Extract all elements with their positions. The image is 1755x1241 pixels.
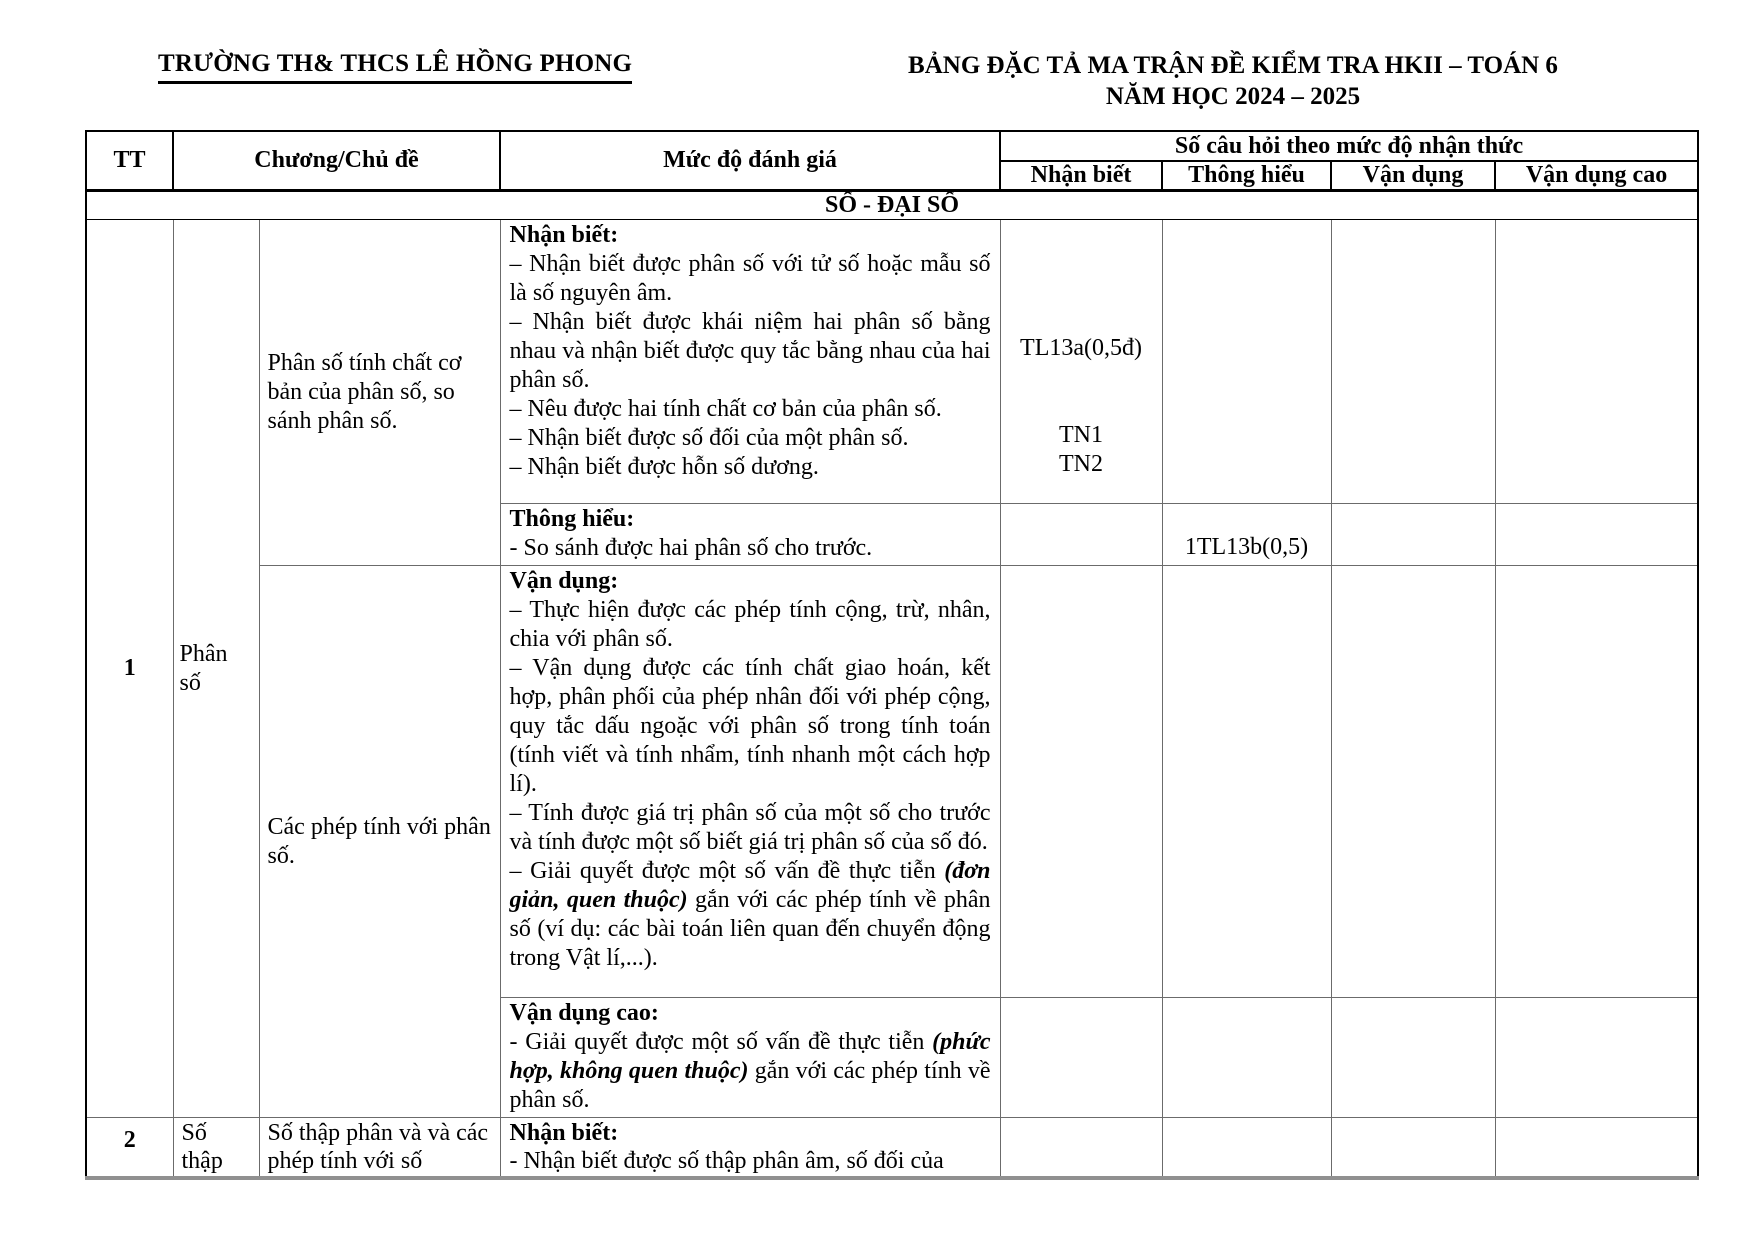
document-title: BẢNG ĐẶC TẢ MA TRẬN ĐỀ KIỂM TRA HKII – TOÁN 6 [908, 52, 1558, 79]
cell-level-nhan-biet [500, 220, 1000, 504]
question-cell-empty [1000, 998, 1162, 1118]
question-cell-empty [1162, 1118, 1331, 1179]
spec-item: - Giải quyết được một số vấn đề thực tiễn (phức hợp, không quen thuộc) gắn với các phép tính về phân số. [509, 1029, 991, 1113]
cell-level-van-dung [500, 566, 1000, 998]
section-title: SỐ - ĐẠI SỐ [86, 191, 1698, 220]
question-cell-empty [1162, 220, 1331, 504]
level-heading: Nhận biết: [509, 222, 619, 248]
spec-item: – Vận dụng được các tính chất giao hoán, kết hợp, phân phối của phép nhân đối với phép cộng, quy tắc dấu ngoặc với phân số trong tính toán (tính viết và tính nhẩm, tính nhanh một cách hợp lí). [509, 655, 991, 797]
question-cell-empty [1331, 220, 1495, 504]
question-code: TN2 [1059, 451, 1104, 477]
question-cell-thong-hieu [1162, 504, 1331, 566]
question-cell-empty [1331, 1118, 1495, 1179]
cell-tt-1: 1 [86, 220, 173, 1118]
question-cell-empty [1331, 504, 1495, 566]
col-header-thong-hieu: Thông hiểu [1162, 161, 1331, 191]
spacer [1003, 363, 1160, 421]
question-cell-empty [1331, 566, 1495, 998]
spec-item: – Nêu được hai tính chất cơ bản của phân số. [509, 396, 942, 422]
matrix-table-wrapper [85, 130, 1699, 1180]
question-cell-empty [1000, 566, 1162, 998]
cell-topic-phep-tinh: Các phép tính với phân số. [259, 566, 500, 1118]
spec-item: – Nhận biết được hỗn số dương. [509, 454, 819, 480]
col-header-questions: Số câu hỏi theo mức độ nhận thức [1000, 131, 1698, 161]
cell-tt-2: 2 [86, 1118, 173, 1179]
cell-chapter-so-thap: Số thập [173, 1118, 259, 1179]
spec-item: – Giải quyết được một số vấn đề thực tiễn (đơn giản, quen thuộc) gắn với các phép tính về phân số (ví dụ: các bài toán liên quan đến chuyển động trong Vật lí,...). [509, 858, 991, 971]
question-cell-empty [1495, 1118, 1698, 1179]
question-code: TN1 [1059, 422, 1104, 448]
question-cell-empty [1495, 504, 1698, 566]
level-heading: Nhận biết: [509, 1120, 619, 1146]
spec-item: – Thực hiện được các phép tính cộng, trừ, nhân, chia với phân số. [509, 597, 991, 652]
col-header-tt: TT [86, 131, 173, 191]
level-heading: Vận dụng cao: [509, 1000, 659, 1026]
cell-topic-tinh-chat: Phân số tính chất cơ bản của phân số, so sánh phân số. [259, 220, 500, 566]
spec-item: - Nhận biết được số thập phân âm, số đối của [509, 1148, 944, 1174]
spec-item: – Nhận biết được phân số với tử số hoặc mẫu số là số nguyên âm. [509, 251, 991, 306]
question-cell-empty [1495, 220, 1698, 504]
level-heading: Thông hiểu: [509, 506, 635, 532]
school-year: NĂM HỌC 2024 – 2025 [1105, 83, 1361, 110]
level-heading: Vận dụng: [509, 568, 619, 594]
question-cell-empty [1331, 998, 1495, 1118]
question-code: TL13a(0,5đ) [1020, 335, 1142, 361]
question-cell-empty [1162, 566, 1331, 998]
question-cell-empty [1495, 998, 1698, 1118]
spacer [1165, 504, 1329, 533]
col-header-level: Mức độ đánh giá [500, 131, 1000, 191]
spec-item: – Nhận biết được số đối của một phân số. [509, 425, 909, 451]
document-title-block [893, 50, 1573, 112]
cell-level-van-dung-cao [500, 998, 1000, 1118]
spec-item: – Tính được giá trị phân số của một số cho trước và tính được một số biết giá trị phân số của số đó. [509, 800, 991, 855]
cell-topic-so-thap-phan: Số thập phân và và các phép tính với số [259, 1118, 500, 1179]
spacer [1003, 220, 1160, 334]
col-header-chapter: Chương/Chủ đề [173, 131, 500, 191]
question-cell-nhan-biet [1000, 220, 1162, 504]
cell-chapter-phan-so: Phân số [173, 220, 259, 1118]
cell-level-thong-hieu [500, 504, 1000, 566]
col-header-van-dung-cao: Vận dụng cao [1495, 161, 1698, 191]
question-cell-empty [1000, 1118, 1162, 1179]
school-name: TRƯỜNG TH& THCS LÊ HỒNG PHONG [158, 50, 632, 84]
cell-level-nhan-biet-2 [500, 1118, 1000, 1179]
question-cell-empty [1495, 566, 1698, 998]
spec-item: - So sánh được hai phân số cho trước. [509, 535, 873, 561]
question-cell-empty [1162, 998, 1331, 1118]
question-cell-empty [1000, 504, 1162, 566]
col-header-van-dung: Vận dụng [1331, 161, 1495, 191]
matrix-table [85, 130, 1699, 1180]
col-header-nhan-biet: Nhận biết [1000, 161, 1162, 191]
spec-item: – Nhận biết được khái niệm hai phân số bằng nhau và nhận biết được quy tắc bằng nhau của hai phân số. [509, 309, 991, 393]
question-code: 1TL13b(0,5) [1184, 534, 1309, 560]
